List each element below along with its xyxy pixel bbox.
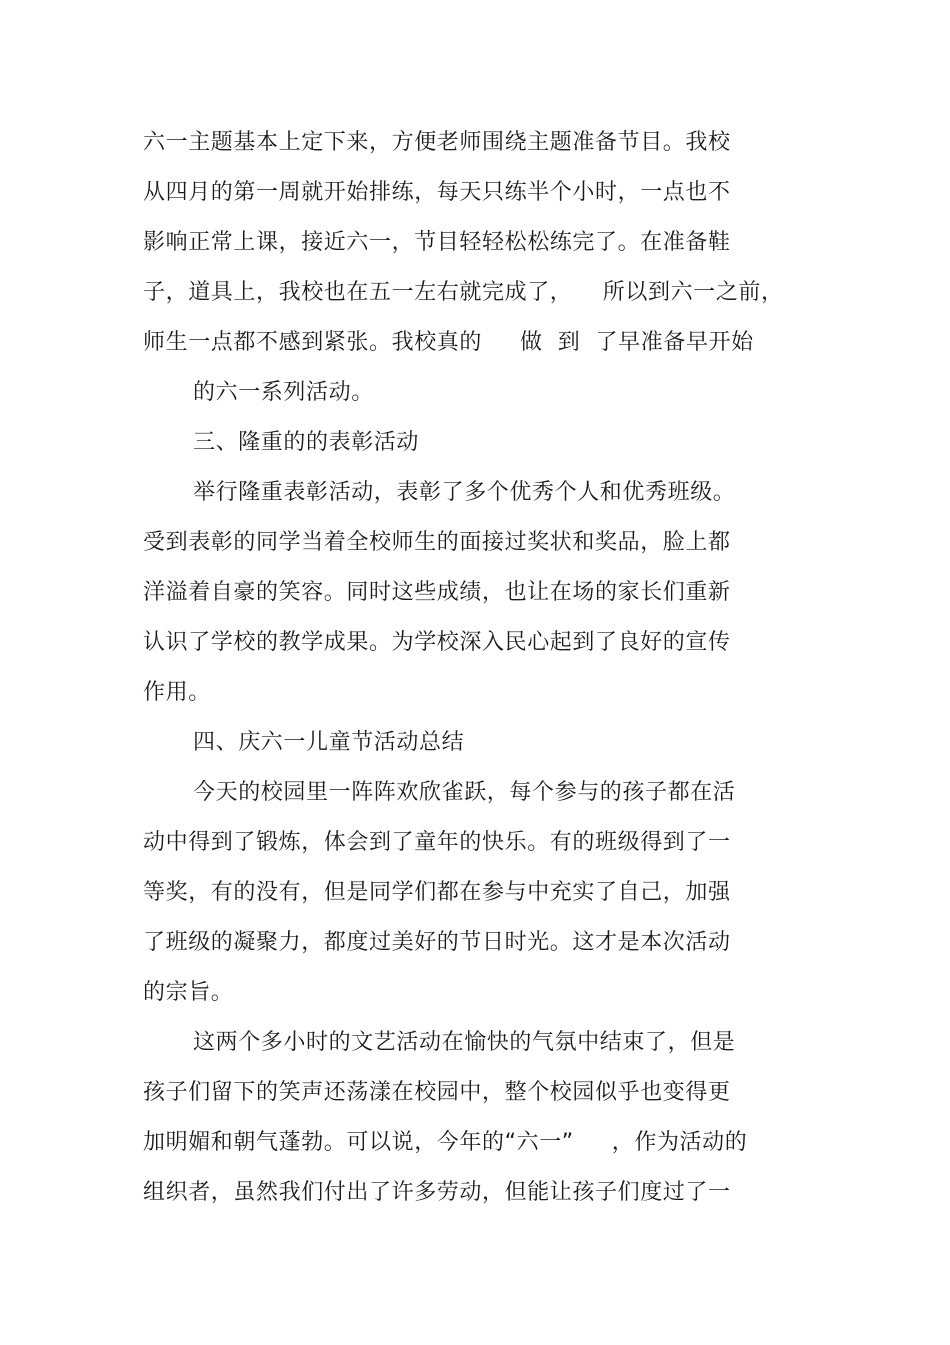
text-line: 从四月的第一周就开始排练，每天只练半个小时，一点也不 [143, 180, 731, 205]
text-line: 等奖，有的没有，但是同学们都在参与中充实了自己，加强 [143, 880, 731, 905]
text-line: 加明媚和朝气蓬勃。可以说，今年的“六一” ，作为活动的 [143, 1130, 748, 1155]
text-line: 影响正常上课，接近六一，节目轻轻松松练完了。在准备鞋 [143, 230, 731, 255]
section-heading: 三、隆重的的表彰活动 [193, 430, 420, 455]
text-line: 的宗旨。 [143, 980, 234, 1005]
text-line: 洋溢着自豪的笑容。同时这些成绩，也让在场的家长们重新 [143, 580, 731, 605]
text-line: 举行隆重表彰活动，表彰了多个优秀个人和优秀班级。 [193, 480, 736, 505]
text-line: 作用。 [143, 680, 211, 705]
text-line: 子，道具上，我校也在五一左右就完成了， 所以到六一之前， [143, 280, 784, 305]
text-line: 这两个多小时的文艺活动在愉快的气氛中结束了，但是 [193, 1030, 736, 1055]
text-line: 孩子们留下的笑声还荡漾在校园中，整个校园似乎也变得更 [143, 1080, 731, 1105]
text-line: 认识了学校的教学成果。为学校深入民心起到了良好的宣传 [143, 630, 731, 655]
text-line: 动中得到了锻炼，体会到了童年的快乐。有的班级得到了一 [143, 830, 731, 855]
text-line: 受到表彰的同学当着全校师生的面接过奖状和奖品，脸上都 [143, 530, 731, 555]
section-heading: 四、庆六一儿童节活动总结 [193, 730, 465, 755]
text-line: 六一主题基本上定下来，方便老师围绕主题准备节目。我校 [143, 130, 731, 155]
text-line: 今天的校园里一阵阵欢欣雀跃，每个参与的孩子都在活 [193, 780, 736, 805]
text-line: 组织者，虽然我们付出了许多劳动，但能让孩子们度过了一 [143, 1180, 731, 1205]
text-line: 的六一系列活动。 [193, 380, 374, 405]
text-line: 了班级的凝聚力，都度过美好的节日时光。这才是本次活动 [143, 930, 731, 955]
text-line: 师生一点都不感到紧张。我校真的 做 到 了早准备早开始 [143, 330, 754, 355]
